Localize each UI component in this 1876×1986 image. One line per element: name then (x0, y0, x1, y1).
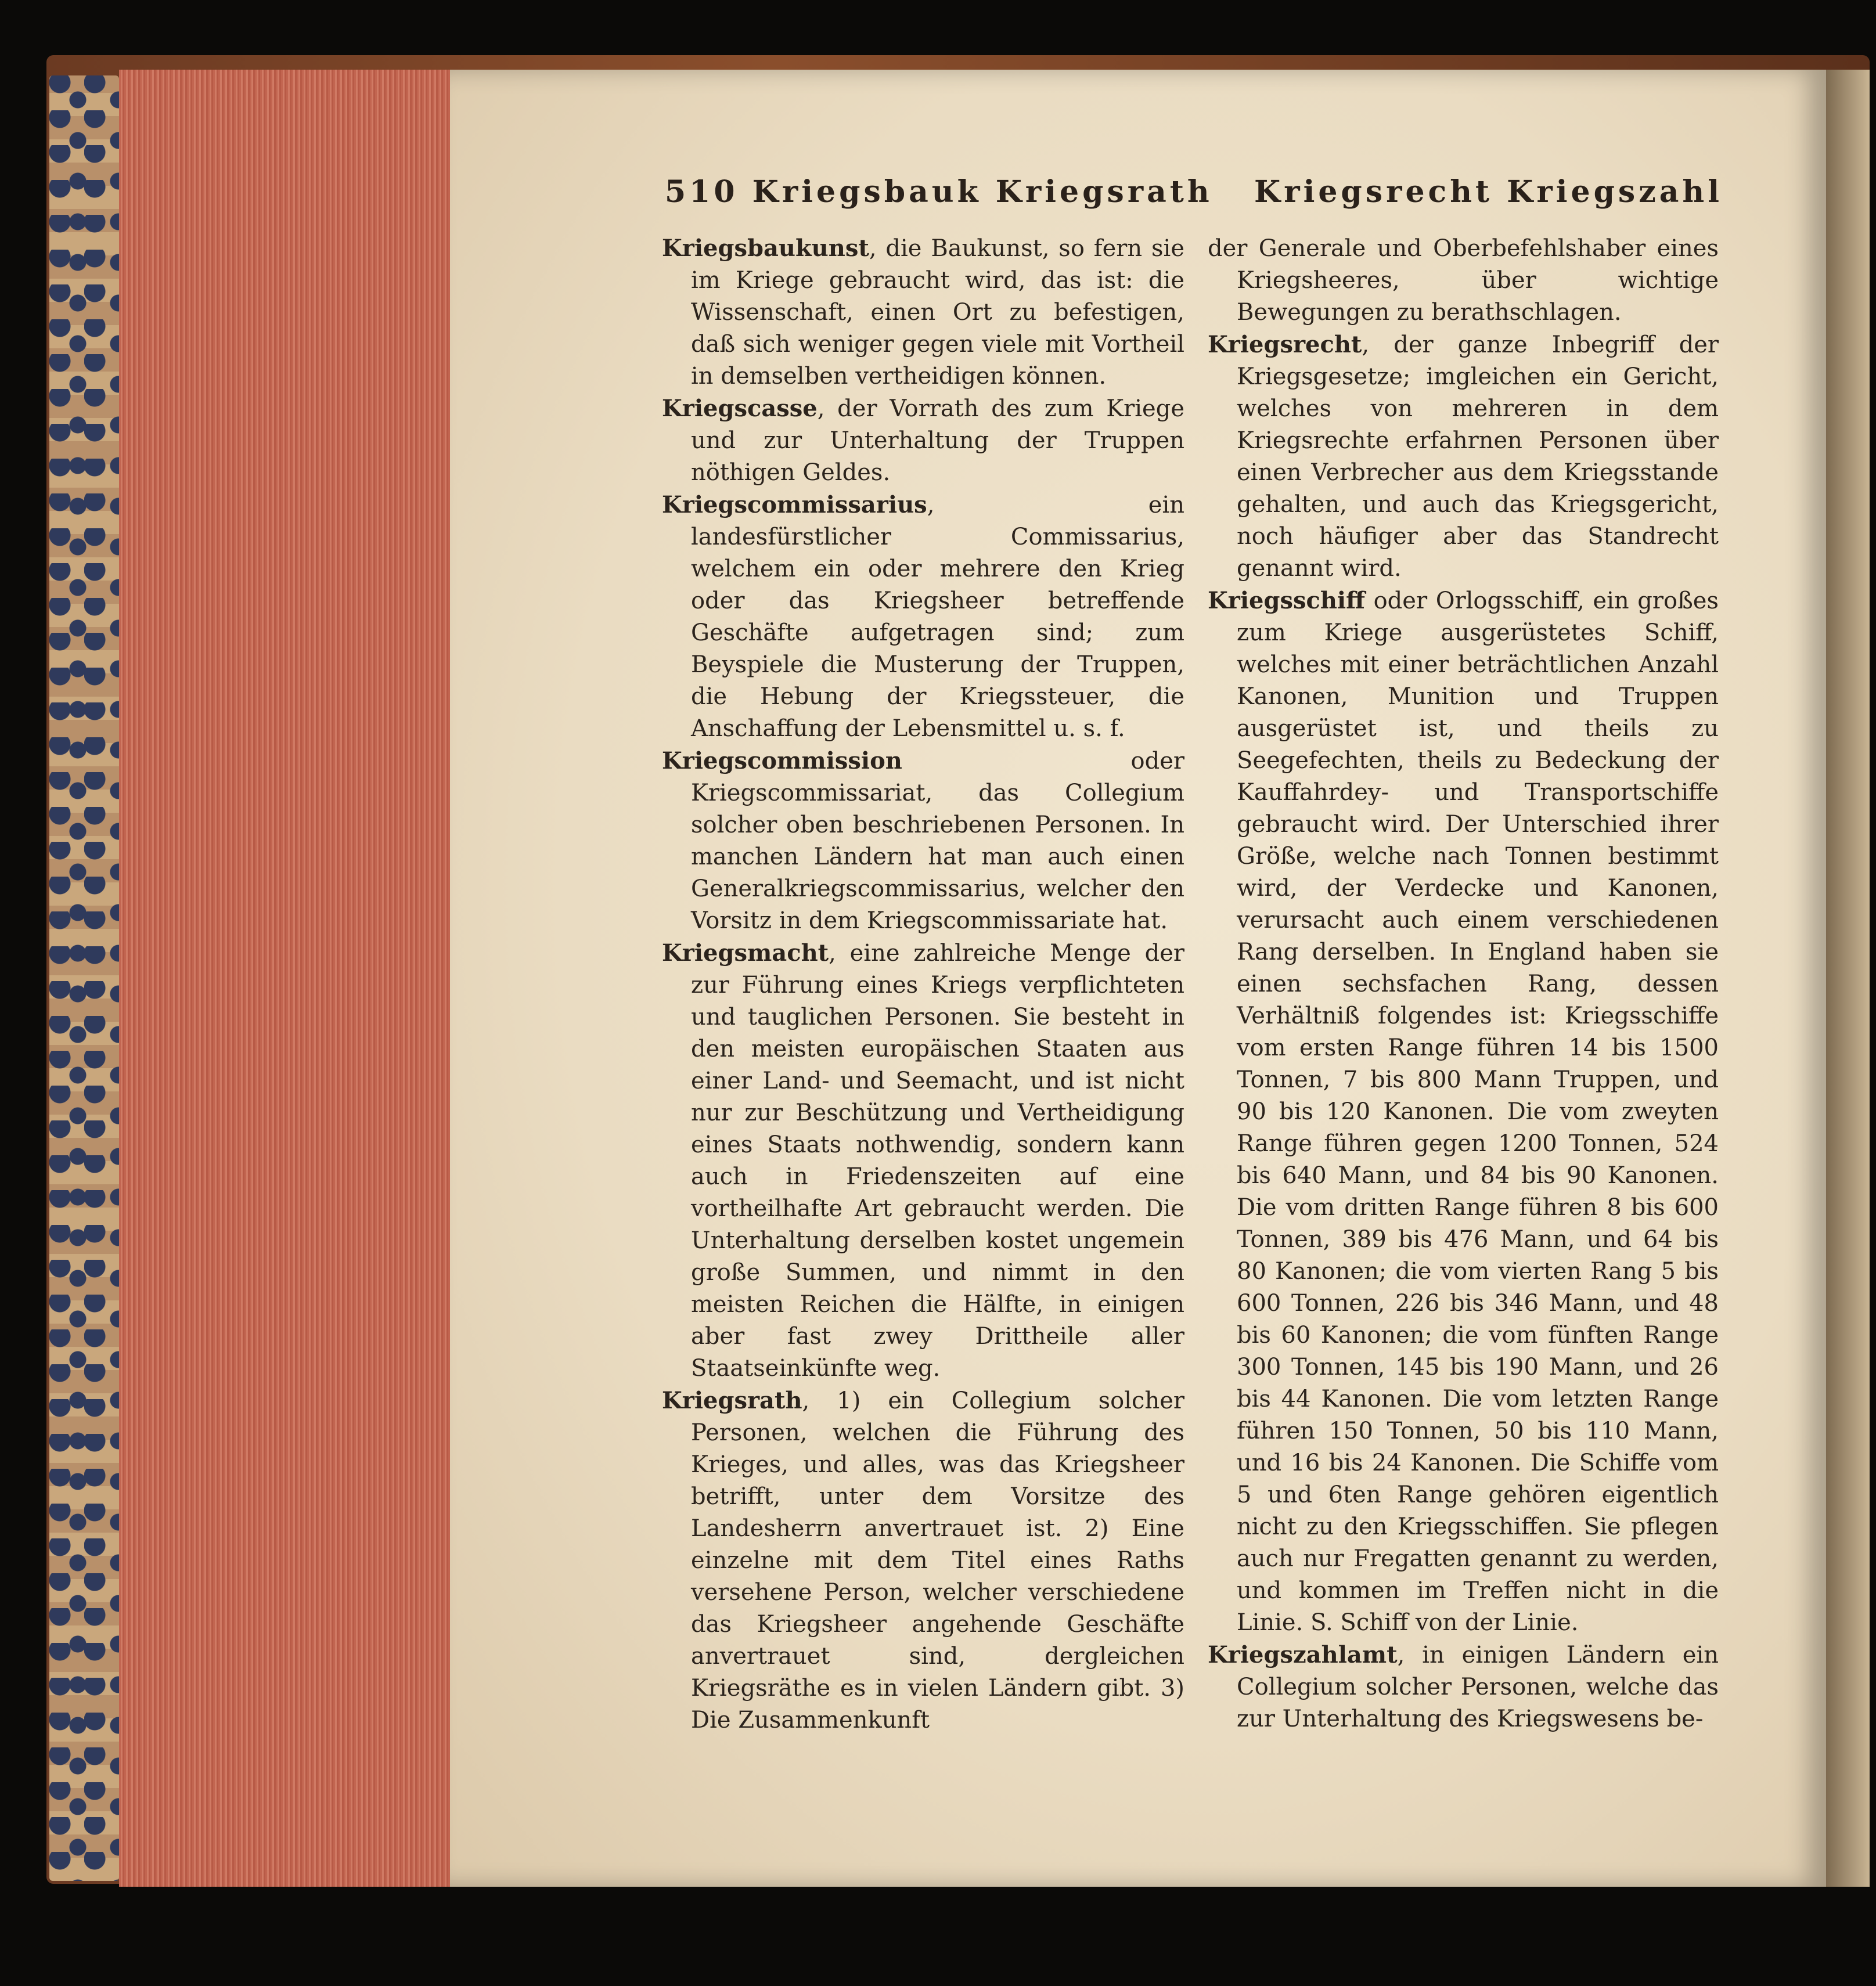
entry-text: , ein landesfürstlicher Commissarius, welchem ein oder mehrere den Krieg oder das Kriegsheer betreffende Geschäfte aufgetragen sind; zum Beyspiele die Musterung der Truppen, die Hebung der Kriegssteuer, die Anschaffung der Lebensmittel u. s. f. (691, 492, 1184, 742)
entry-lemma: Kriegsrecht (1208, 331, 1362, 358)
running-head-right: Kriegsrecht Kriegszahl (1254, 174, 1723, 210)
entry-text: , 1) ein Collegium solcher Personen, welchen die Führung des Krieges, und alles, was das Kriegsheer betrifft, unter dem Vorsitze des Landesherrn anvertrauet ist. 2) Eine einzelne mit dem Titel eines Raths versehene Person, welcher verschiedene das Kriegsheer angehende Geschäfte anvertrauet sind, dergleichen Kriegsräthe es in vielen Ländern gibt. 3) Die Zusammenkunft (691, 1387, 1184, 1733)
entry-lemma: Kriegszahlamt (1208, 1641, 1398, 1668)
entry-lemma: Kriegscommissarius (662, 491, 927, 518)
dictionary-entry (662, 392, 1184, 489)
dictionary-entry (662, 1385, 1184, 1736)
entry-lemma: Kriegsmacht (662, 939, 829, 967)
text-column-right (1208, 232, 1719, 1735)
entry-text: , in einigen Ländern ein Collegium solcher Personen, welche das zur Unterhaltung des Kriegswesens be- (1237, 1642, 1719, 1732)
entry-lemma: Kriegsrath (662, 1387, 802, 1414)
text-column-left (662, 232, 1184, 1736)
entry-text: , die Baukunst, so fern sie im Kriege gebraucht wird, das ist: die Wissenschaft, einen Ort zu befestigen, daß sich weniger gegen viele mit Vortheil in demselben vertheidigen können. (691, 235, 1184, 390)
entry-text: , der Vorrath des zum Kriege und zur Unterhaltung der Truppen nöthigen Geldes. (691, 395, 1184, 486)
page-block-edge (119, 70, 453, 1887)
entry-lemma: Kriegscommission (662, 747, 902, 774)
running-head-left: 510 Kriegsbauk Kriegsrath (665, 174, 1213, 210)
entry-lemma: Kriegsschiff (1208, 587, 1365, 614)
dictionary-entry (662, 937, 1184, 1385)
entry-text: oder Orlogsschiff, ein großes zum Kriege ausgerüstetes Schiff, welches mit einer beträchtlichen Anzahl Kanonen, Munition und Truppen ausgerüstet ist, und theils zu Seegefechten, theils zu Bedeckung der Kauffahrdey- und Transportschiffe gebraucht wird. Der Unterschied ihrer Größe, welche nach Tonnen bestimmt wird, der Verdecke und Kanonen, verursacht auch einem verschiedenen Rang derselben. In England haben sie einen sechsfachen Rang, dessen Verhältniß folgendes ist: Kriegsschiffe vom ersten Range führen 14 bis 1500 Tonnen, 7 bis 800 Mann Truppen, und 90 bis 120 Kanonen. Die vom zweyten Range führen gegen 1200 Tonnen, 524 bis 640 Mann, und 84 bis 90 Kanonen. Die vom dritten Range führen 8 bis 600 Tonnen, 389 bis 476 Mann, und 64 bis 80 Kanonen; die vom vierten Rang 5 bis 600 Tonnen, 226 bis 346 Mann, und 48 bis 60 Kanonen; die vom fünften Range 300 Tonnen, 145 bis 190 Mann, und 26 bis 44 Kanonen. Die vom letzten Range führen 150 Tonnen, 50 bis 110 Mann, und 16 bis 24 Kanonen. Die Schiffe vom 5 und 6ten Range gehören eigentlich nicht zu den Kriegsschiffen. Sie pflegen auch nur Fregatten genannt zu werden, und kommen im Treffen nicht in die Linie. S. Schiff von der Linie. (1237, 587, 1719, 1636)
dictionary-entry (1208, 585, 1719, 1639)
dictionary-entry (1208, 1639, 1719, 1735)
dictionary-entry (662, 232, 1184, 392)
entry-text: oder Kriegscommissariat, das Collegium solcher oben beschriebenen Personen. In manchen Ländern hat man auch einen Generalkriegscommissarius, welcher den Vorsitz in dem Kriegscommissariate hat. (691, 748, 1184, 934)
dictionary-entry (662, 745, 1184, 937)
entry-lemma: Kriegsbaukunst (662, 235, 869, 262)
entry-lemma: Kriegscasse (662, 395, 818, 422)
entry-text: der Generale und Oberbefehlshaber eines Kriegsheeres, über wichtige Bewegungen zu berathschlagen. (1208, 235, 1719, 326)
facing-page-edge (1826, 70, 1870, 1887)
marbled-spine (49, 75, 119, 1881)
entry-text: , der ganze Inbegriff der Kriegsgesetze; imgleichen ein Gericht, welches von mehreren in dem Kriegsrechte erfahrnen Personen über einen Verbrecher aus dem Kriegsstande gehalten, und auch das Kriegsgericht, noch häufiger aber das Standrecht genannt wird. (1237, 331, 1719, 582)
dictionary-entry (662, 489, 1184, 745)
entry-text: , eine zahlreiche Menge der zur Führung eines Kriegs verpflichteten und tauglichen Personen. Sie besteht in den meisten europäischen Staaten aus einer Land- und Seemacht, und ist nicht nur zur Beschützung und Vertheidigung eines Staats nothwendig, sondern kann auch in Friedenszeiten auf eine vortheilhafte Art gebraucht werden. Die Unterhaltung derselben kostet ungemein große Summen, und nimmt in den meisten Reichen die Hälfte, in einigen aber fast zwey Drittheile aller Staatseinkünfte weg. (691, 940, 1184, 1382)
dictionary-entry-continued (1208, 232, 1719, 329)
dictionary-entry (1208, 329, 1719, 585)
